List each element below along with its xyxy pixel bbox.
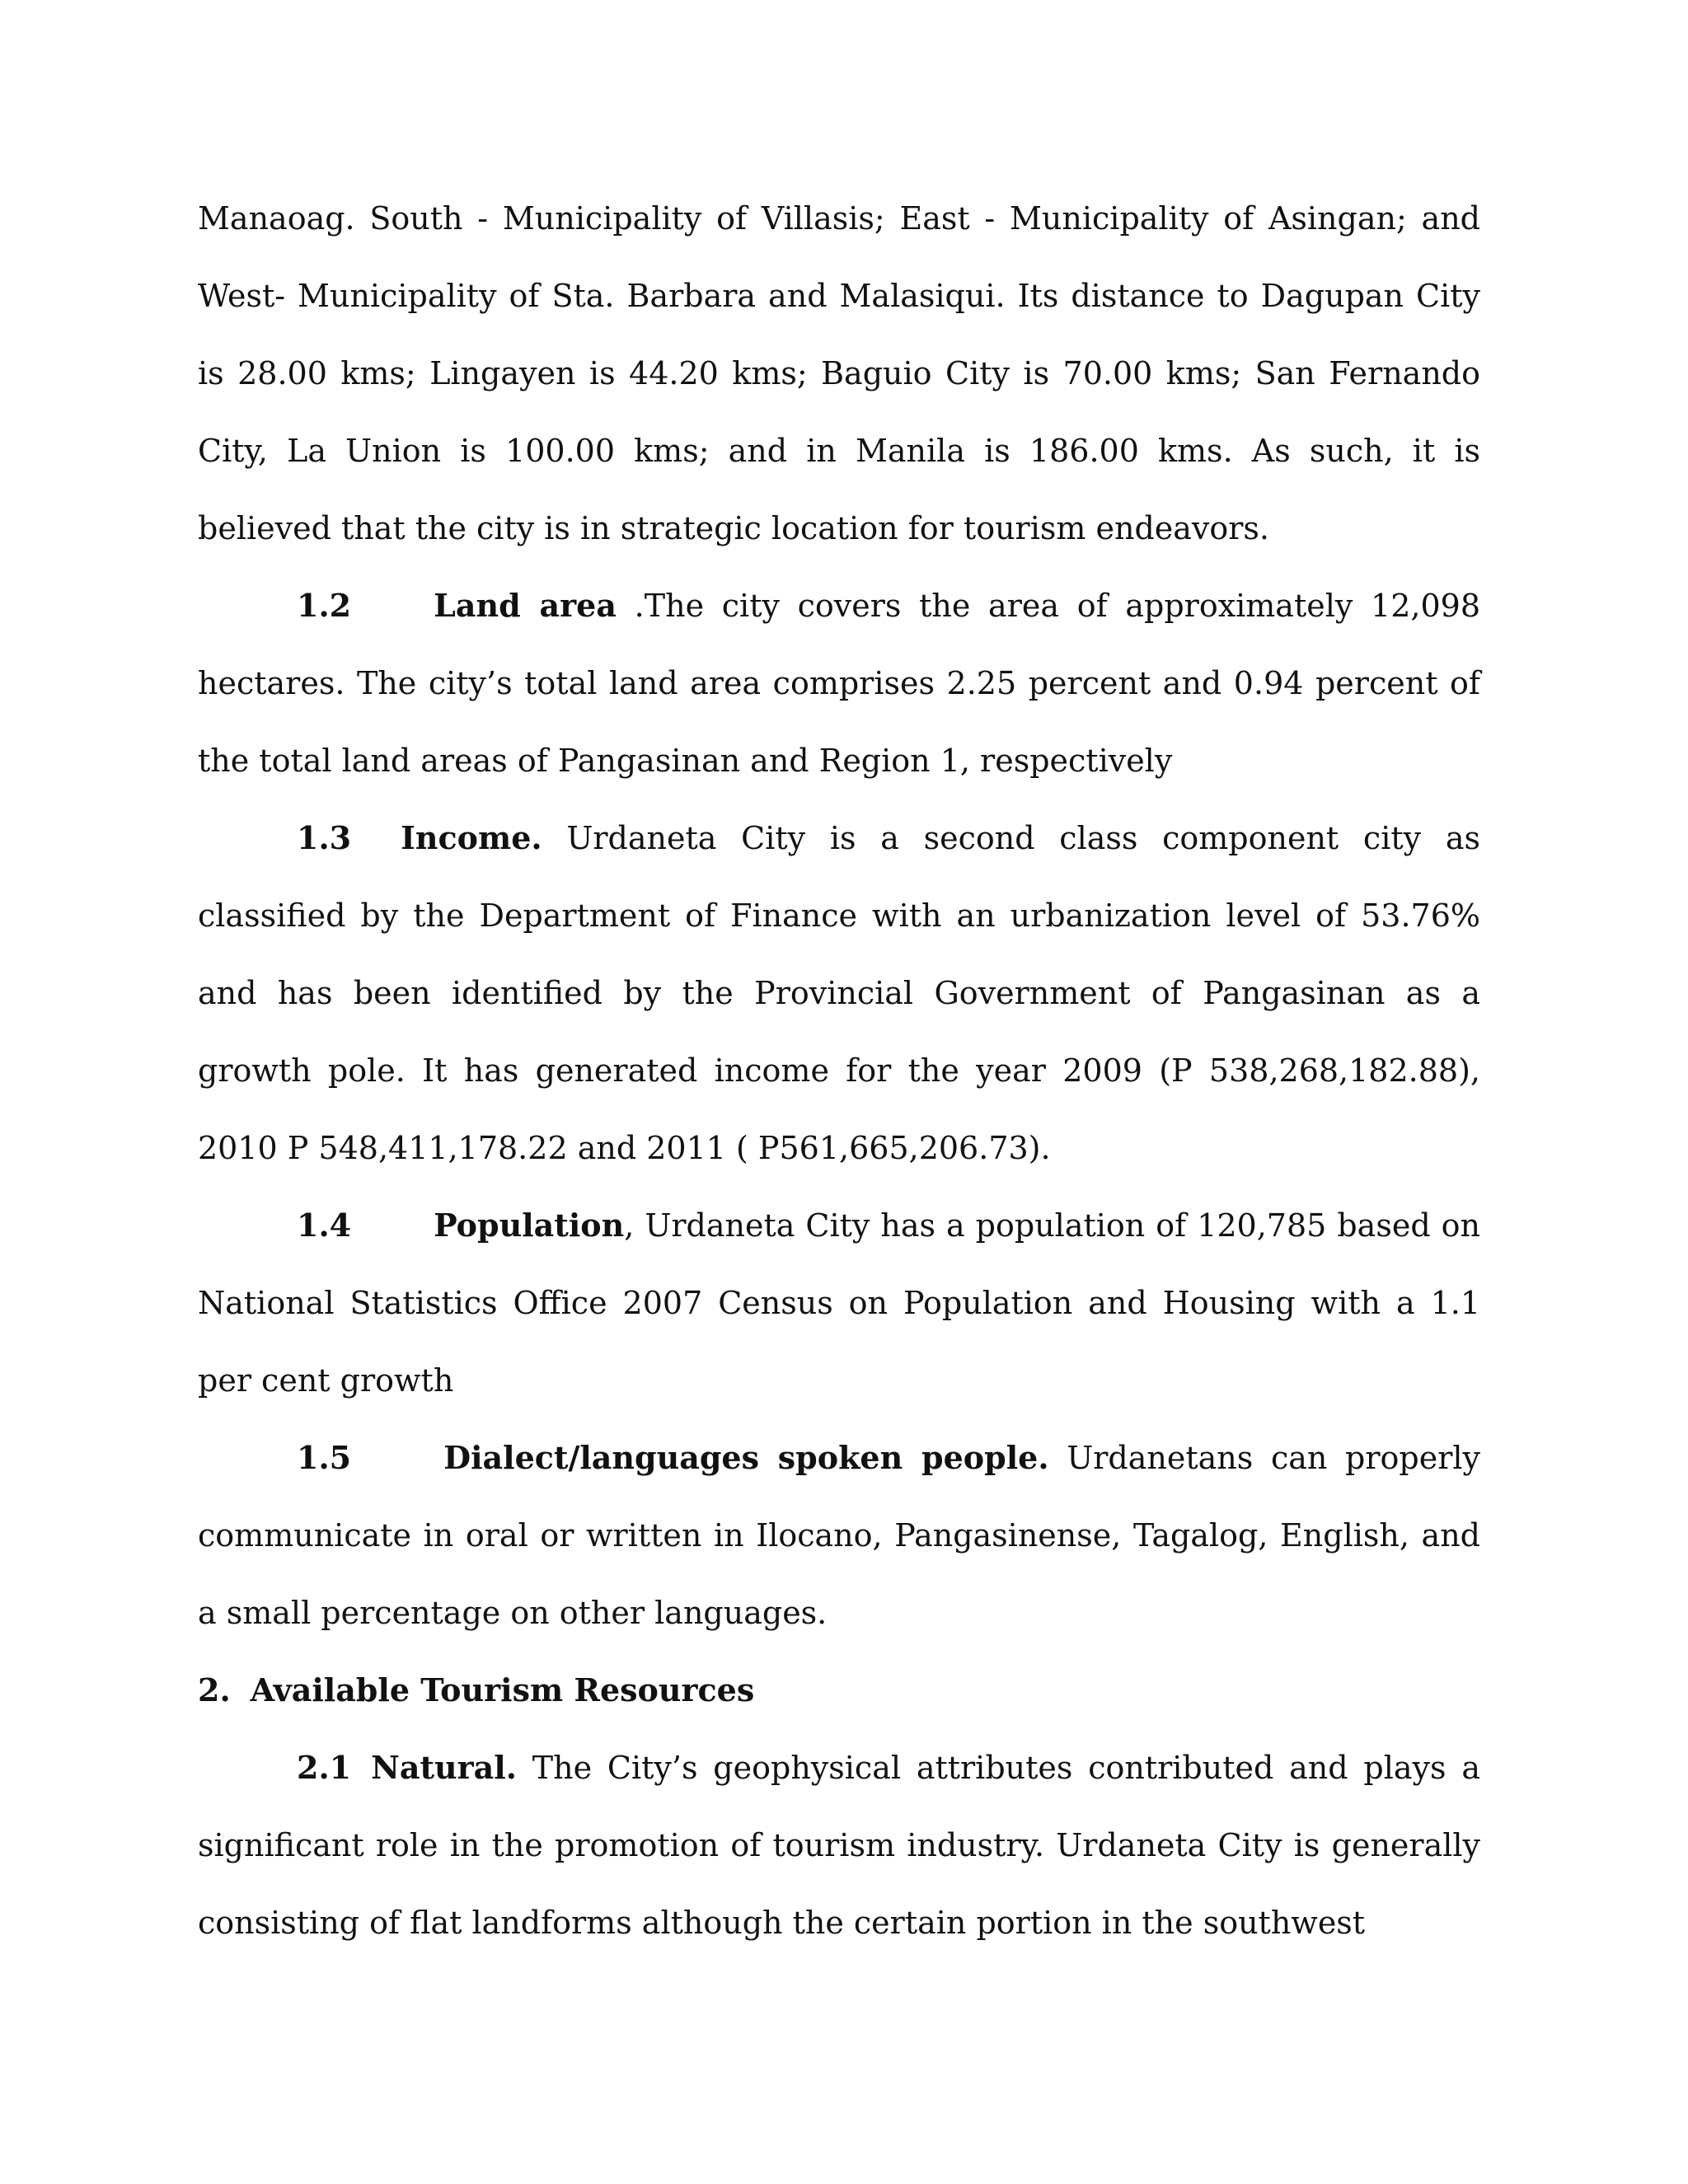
section-number: 1.5 <box>297 1439 352 1476</box>
section-text: , Urdaneta City has a population of 120,785 based on National Statistics Office 2007 Census on Population and Housing with a 1.1 per cent growth <box>198 1207 1480 1399</box>
section-text: Urdanetans can properly communicate in oral or written in Ilocano, Pangasinense, Tagalog, English, and a small percentage on other languages. <box>198 1440 1480 1631</box>
section-1-3 <box>198 799 1480 1187</box>
section-2-1 <box>198 1729 1480 1961</box>
section-text: The City’s geophysical attributes contributed and plays a significant role in the promotion of tourism industry. Urdaneta City is generally consisting of flat landforms although the certain portion in the southwest <box>198 1750 1480 1941</box>
section-title: Available Tourism Resources <box>250 1671 755 1708</box>
section-number: 1.4 <box>297 1207 352 1244</box>
paragraph-location <box>198 180 1480 567</box>
section-1-2 <box>198 567 1480 799</box>
section-text: .The city covers the area of approximately 12,098 hectares. The city’s total land area comprises 2.25 percent and 0.94 percent of the total land areas of Pangasinan and Region 1, respectively <box>198 588 1481 779</box>
section-number: 2.1 <box>297 1749 352 1786</box>
section-2-heading <box>198 1652 1480 1729</box>
section-number: 1.2 <box>297 587 352 624</box>
section-title: Dialect/languages spoken people. <box>443 1439 1049 1476</box>
section-number: 2. <box>198 1671 231 1708</box>
location-text: Manaoag. South - Municipality of Villasis; East - Municipality of Asingan; and West- Municipality of Sta. Barbara and Malasiqui. Its distance to Dagupan City is 28.00 kms; Lingayen is 44.20 kms; Baguio City is 70.00 kms; San Fernando City, La Union is 100.00 kms; and in Manila is 186.00 kms. As such, it is believed that the city is in strategic location for tourism endeavors. <box>198 200 1480 546</box>
section-1-4 <box>198 1187 1480 1419</box>
section-title: Income. <box>401 819 542 856</box>
section-1-5 <box>198 1419 1480 1652</box>
section-title: Population <box>434 1207 625 1244</box>
section-title: Land area <box>434 587 617 624</box>
section-title: Natural. <box>371 1749 517 1786</box>
section-text: Urdaneta City is a second class component city as classified by the Department of Finance with an urbanization level of 53.76% and has been identified by the Provincial Government of Pangasinan as a growth pole. It has generated income for the year 2009 (P 538,268,182.88), 2010 P 548,411,178.22 and 2011 ( P561,665,206.73). <box>198 820 1480 1166</box>
section-number: 1.3 <box>297 819 352 856</box>
